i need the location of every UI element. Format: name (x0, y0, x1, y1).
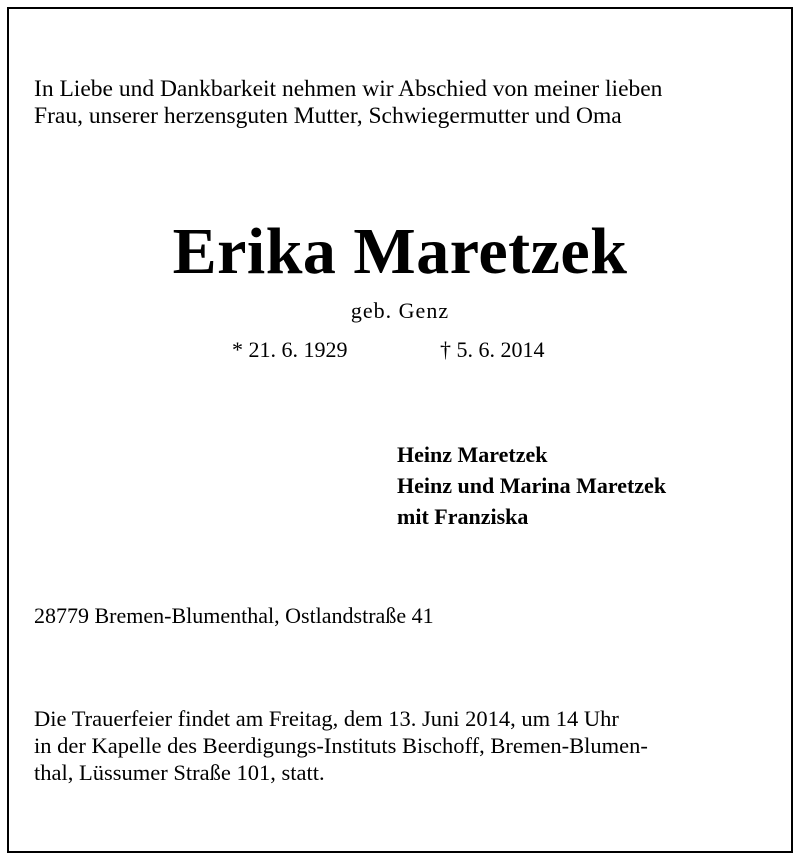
death-date: † 5. 6. 2014 (440, 337, 545, 362)
mourner-name: Heinz und Marina Maretzek (397, 473, 667, 498)
intro-line-2: Frau, unserer herzensguten Mutter, Schwiegermutter und Oma (34, 103, 622, 129)
mourner-name: mit Franziska (397, 504, 529, 529)
mourner-name: Heinz Maretzek (397, 442, 548, 467)
funeral-line-3: thal, Lüssumer Straße 101, statt. (34, 760, 325, 785)
intro-line-1: In Liebe und Dankbarkeit nehmen wir Abschied von meiner lieben (34, 76, 663, 102)
funeral-details (34, 705, 648, 786)
mourners-list (397, 439, 666, 532)
family-address: 28779 Bremen-Blumenthal, Ostlandstraße 41 (34, 603, 434, 628)
funeral-line-1: Die Trauerfeier findet am Freitag, dem 13. Juni 2014, um 14 Uhr (34, 706, 619, 731)
birth-date: * 21. 6. 1929 (232, 337, 348, 362)
deceased-name: Erika Maretzek (172, 215, 628, 288)
intro-text (34, 76, 662, 130)
maiden-name: geb. Genz (350, 298, 450, 323)
funeral-line-2: in der Kapelle des Beerdigungs-Instituts Bischoff, Bremen-Blumen- (34, 733, 648, 758)
